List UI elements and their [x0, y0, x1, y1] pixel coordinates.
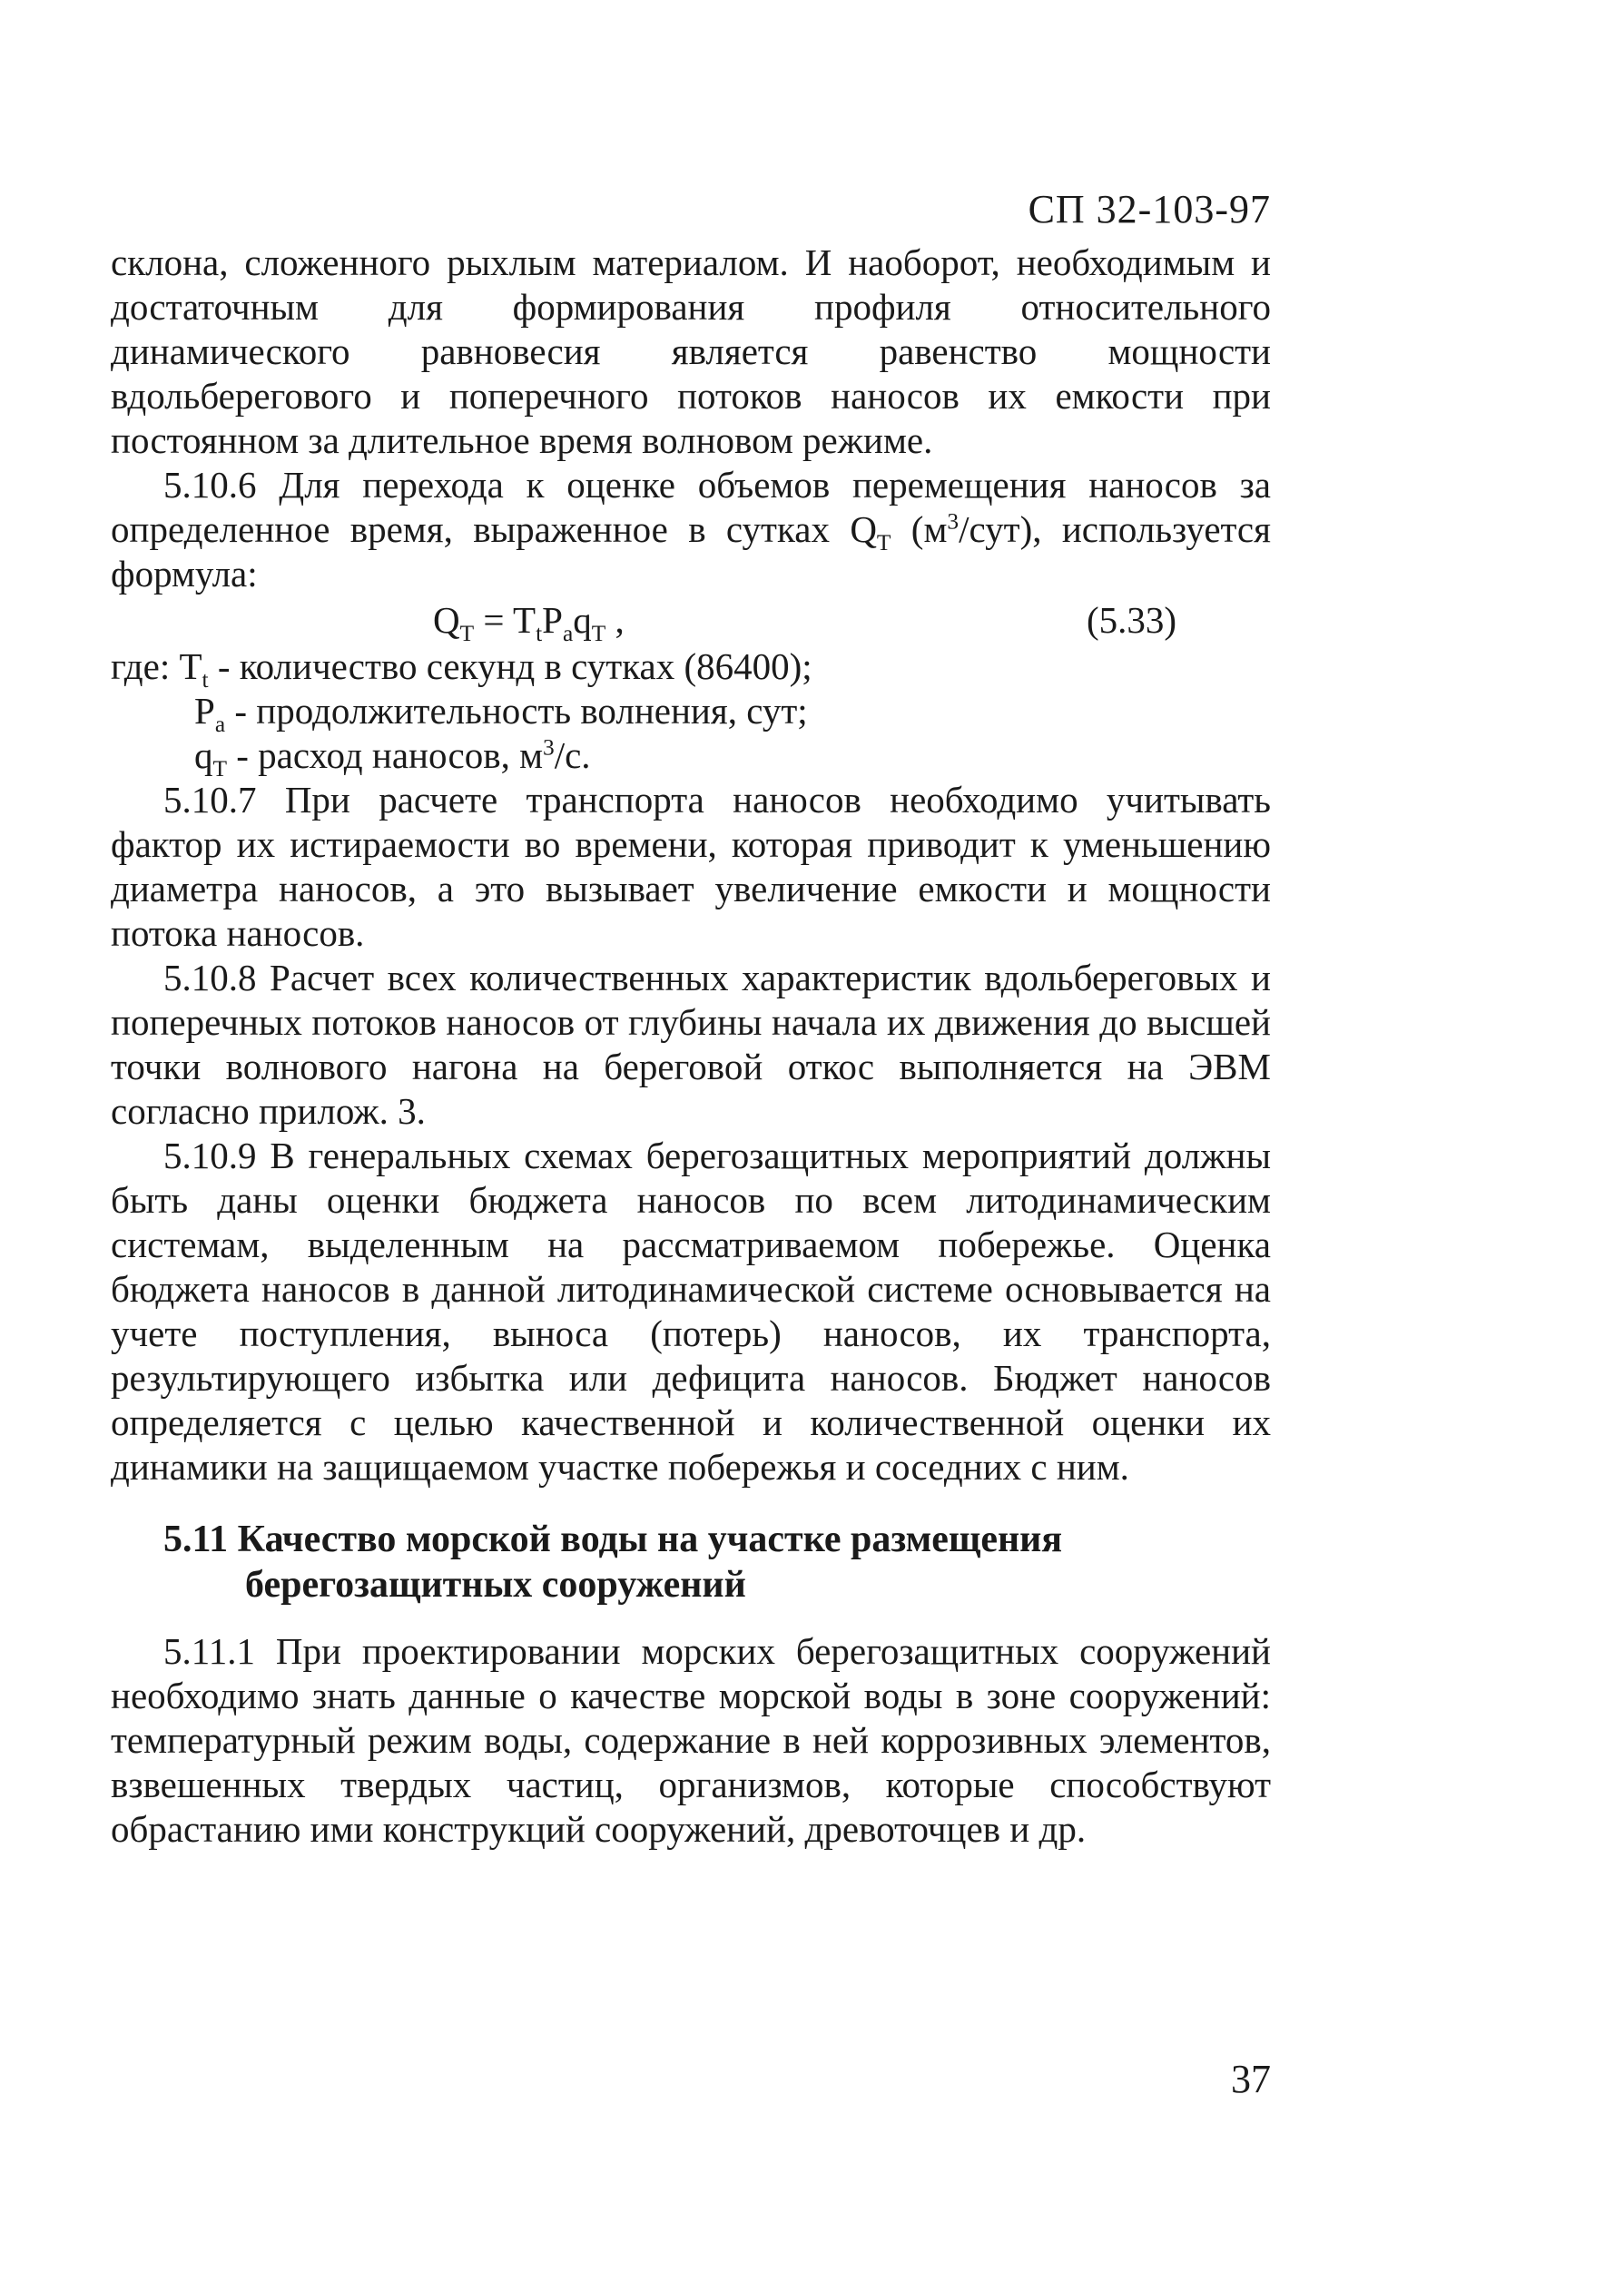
paragraph-5-10-6	[111, 463, 1271, 596]
where-item-qt	[111, 733, 1271, 782]
unit-power: 3	[947, 508, 960, 535]
paragraph-5-10-7: 5.10.7 При расчете транспорта наносов необходимо учитывать фактор их истираемости во времени, которая приводит к уменьшению диаметра наносов, а это вызывает увеличение емкости и мощности потока наносов.	[111, 779, 1271, 954]
paragraph-5-10-8: 5.10.8 Расчет всех количественных характеристик вдольбереговых и поперечных потоков наносов от глубины начала их движения до высшей точки волнового нагона на береговой откос выполняется на ЭВМ согласно прилож. 3.	[111, 957, 1271, 1132]
formula-q-sub: T	[459, 621, 475, 647]
formula-row	[111, 598, 1271, 647]
section-heading-line1: 5.11 Качество морской воды на участке размещения	[163, 1519, 1063, 1560]
document-code: СП 32-103-97	[1028, 187, 1271, 231]
section-heading-line2: берегозащитных сооружений	[245, 1564, 746, 1606]
formula-q: Q	[433, 599, 460, 641]
q-subscript: T	[876, 530, 891, 556]
where-pa-prefix: P	[194, 690, 215, 732]
body-text	[111, 241, 1271, 1852]
paragraph-5-10-6-text: 5.10.6 Для перехода к оценке объемов перемещения наносов за определенное время, выраженное в сутках Q	[111, 464, 1271, 550]
where-tt-prefix: где: T	[111, 645, 202, 687]
paragraph-5-10-6-tail: /сут), используется формула:	[111, 508, 1271, 595]
paragraph-5-11-1: 5.11.1 При проектировании морских берегозащитных сооружений необходимо знать данные о качестве морской воды в зоне сооружений: температурный режим воды, содержание в ней коррозивных элементов, взвешенных твердых частиц, организмов, которые способствуют обрастанию ими конструкций сооружений, древоточцев и др.	[111, 1630, 1271, 1850]
where-item-pa	[111, 689, 1271, 738]
formula-eq-t: = T	[474, 599, 536, 641]
formula	[433, 598, 625, 647]
document-page	[111, 0, 1271, 2271]
formula-number: (5.33)	[1086, 599, 1176, 641]
formula-qq-sub: T	[591, 621, 606, 647]
formula-t-sub: t	[536, 621, 543, 647]
formula-p: P	[542, 599, 563, 641]
paragraph-5-10-9: 5.10.9 В генеральных схемах берегозащитных мероприятий должны быть даны оценки бюджета наносов по всем литодинамическим системам, выделенным на рассматриваемом побережье. Оценка бюджета наносов в данной литодинамической системе основывается на учете поступления, выноса (потерь) наносов, их транспорта, результирующего избытка или дефицита наносов. Бюджет наносов определяется с целью качественной и количественной оценки их динамики на защищаемом участке побережья и соседних с ним.	[111, 1135, 1271, 1488]
where-tt-text: - количество секунд в сутках (86400);	[208, 645, 812, 687]
where-qt-sub: T	[212, 756, 228, 782]
page-number: 37	[1231, 2057, 1271, 2101]
section-heading-5-11	[163, 1517, 1271, 1607]
unit-open: (м	[891, 508, 948, 550]
where-qt-prefix: q	[194, 734, 213, 776]
where-item-tt	[111, 644, 1271, 693]
formula-qq: q	[573, 599, 592, 641]
where-qt-end: /с.	[554, 734, 591, 776]
where-tt-sub: t	[202, 667, 209, 693]
formula-end: ,	[605, 599, 625, 641]
where-pa-sub: a	[214, 712, 226, 738]
where-qt-sup: 3	[543, 734, 555, 761]
where-pa-text: - продолжительность волнения, сут;	[225, 690, 808, 732]
paragraph-continuation: склона, сложенного рыхлым материалом. И наоборот, необходимым и достаточным для формирования профиля относительного динамического равновесия является равенство мощности вдольберегового и поперечного потоков наносов их емкости при постоянном за длительное время волновом режиме.	[111, 241, 1271, 461]
formula-p-sub: a	[562, 621, 574, 647]
where-qt-text: - расход наносов, м	[227, 734, 544, 776]
